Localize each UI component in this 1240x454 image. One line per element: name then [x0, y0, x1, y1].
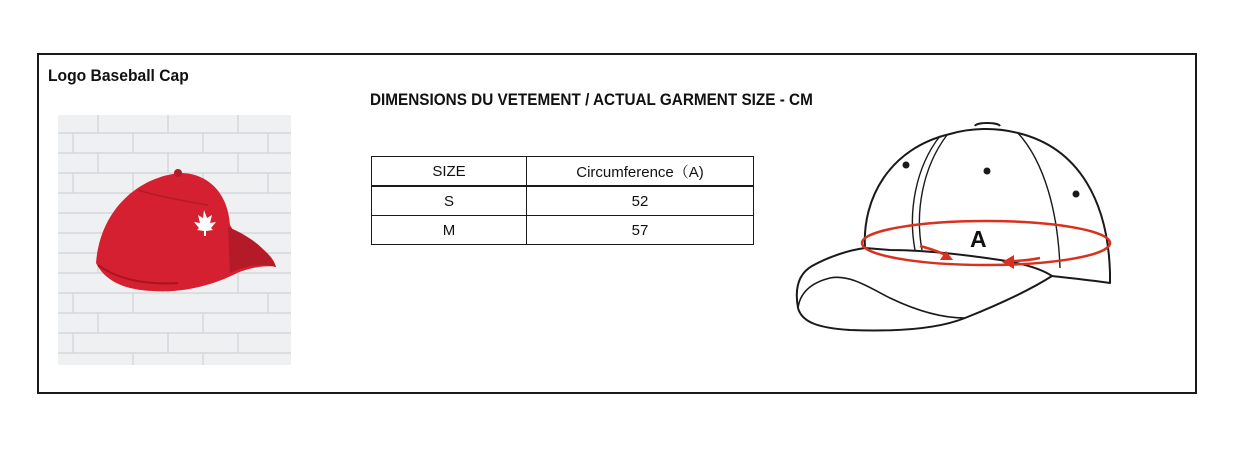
vent-hole — [984, 168, 991, 175]
table-header-row — [372, 157, 754, 187]
table-row — [372, 216, 754, 245]
vent-hole — [903, 162, 910, 169]
cell-circumference: 57 — [527, 216, 754, 245]
vent-hole — [1073, 191, 1080, 198]
table-row — [372, 186, 754, 216]
cell-size: S — [372, 186, 527, 216]
header-circumference: Circumference（A) — [527, 157, 754, 187]
cap-measurement-diagram — [790, 118, 1120, 338]
chart-heading: DIMENSIONS DU VETEMENT / ACTUAL GARMENT SIZE - CM — [370, 90, 813, 109]
size-table — [371, 156, 754, 245]
measure-label: A — [970, 226, 987, 252]
header-size: SIZE — [372, 157, 527, 187]
cell-size: M — [372, 216, 527, 245]
product-photo — [58, 115, 291, 365]
cell-circumference: 52 — [527, 186, 754, 216]
product-title: Logo Baseball Cap — [48, 66, 189, 85]
